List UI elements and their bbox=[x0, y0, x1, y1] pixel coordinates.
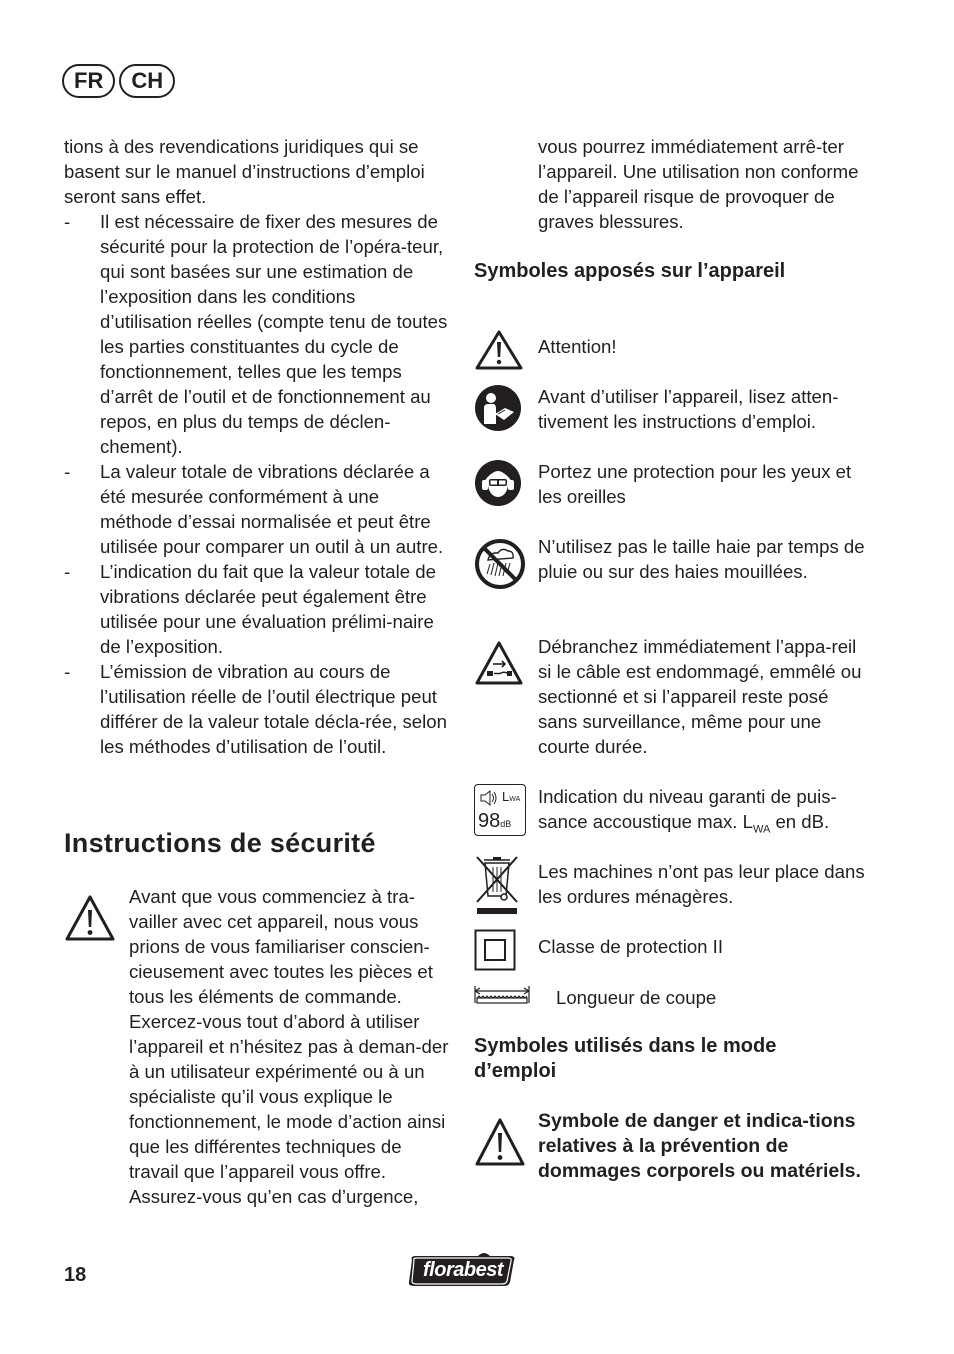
eye-ear-protection-icon bbox=[474, 459, 522, 507]
crossed-bin-icon bbox=[474, 854, 520, 916]
symbol-text-bin: Les machines n’ont pas leur place dans les ordures ménagères. bbox=[538, 861, 865, 907]
symbol-text-read-manual: Avant d’utiliser l’appareil, lisez atten-tivement les instructions d’emploi. bbox=[538, 386, 839, 432]
sound-icon-l: L bbox=[502, 789, 510, 804]
sound-icon-wa: WA bbox=[509, 796, 521, 803]
sound-text-main: Indication du niveau garanti de puis-sance accoustique max. L bbox=[538, 786, 837, 832]
left-column bbox=[64, 134, 448, 759]
sound-text-suffix: en dB. bbox=[770, 811, 830, 832]
warning-triangle-icon bbox=[474, 329, 524, 371]
logo-text: florabest bbox=[423, 1259, 503, 1281]
bullet-text: Il est nécessaire de fixer des mesures de sécurité pour la protection de l’opéra-teur, qui sont basées sur une estimation de l’exposition dans les conditions d’utilisation réelles (compte tenu de toutes les parties constituantes du cycle de fonctionnement, telles que les temps d’arrêt de l’outil et de fonctionnement au repos, en plus du temps de déclen-chement). bbox=[100, 211, 448, 457]
sound-icon-number: 98 bbox=[478, 810, 501, 832]
sound-icon-value bbox=[478, 810, 511, 835]
symbol-text-no-rain: N’utilisez pas le taille haie par temps de pluie ou sur des haies mouillées. bbox=[538, 536, 865, 582]
no-rain-icon bbox=[474, 538, 526, 590]
unplug-warning-icon bbox=[474, 640, 524, 686]
safety-intro: Avant que vous commenciez à tra-vailler avec cet appareil, nous vous prions de vous familiariser conscien-cieusement avec toutes les pièces et tous les éléments de commande. Exercez-vous tout d’abord à utiliser l’appareil et n’hésitez pas à deman-der à un utilisateur expérimenté ou à un spécialiste qu’il vous explique le fonctionnement, le mode d’action ainsi que les différentes techniques de travail que l’appareil vous offre. Assurez-vous qu’en cas d’urgence, bbox=[129, 886, 449, 1207]
sound-power-icon bbox=[474, 784, 526, 836]
symbol-text-class-2: Classe de protection II bbox=[538, 936, 724, 957]
symbol-text-attention: Attention! bbox=[538, 336, 617, 357]
speaker-icon bbox=[480, 790, 498, 806]
florabest-logo bbox=[406, 1252, 518, 1288]
symbol-text-protection: Portez une protection pour les yeux et les oreilles bbox=[538, 461, 852, 507]
symbol-text-sound bbox=[538, 784, 868, 843]
protection-class-2-icon bbox=[474, 929, 516, 971]
warning-triangle-icon bbox=[474, 1117, 526, 1167]
bullet-text: La valeur totale de vibrations déclarée a été mesurée conformément à une méthode d’essai normalisée et peut être utilisée pour comparer un outil à un autre. bbox=[100, 461, 444, 557]
modes-heading: Symboles utilisés dans le mode d’emploi bbox=[474, 1035, 777, 1082]
read-manual-icon bbox=[474, 384, 522, 432]
right-column-continuation: vous pourrez immédiatement arrê-ter l’appareil. Une utilisation non conforme de l’appareil risque de provoquer de graves blessures. bbox=[538, 136, 859, 232]
language-badges bbox=[62, 64, 175, 98]
symbol-text-cutting-length: Longueur de coupe bbox=[556, 987, 717, 1008]
bullet-text: L’émission de vibration au cours de l’utilisation réelle de l’outil électrique peut différer de la valeur totale décla-rée, selon les méthodes d’utilisation de l’outil. bbox=[100, 661, 447, 757]
language-badge-ch: CH bbox=[119, 64, 175, 98]
sound-text-subscript: WA bbox=[752, 823, 771, 836]
list-item bbox=[64, 459, 448, 559]
bullet-dash: - bbox=[64, 561, 71, 582]
list-item bbox=[64, 659, 448, 759]
bullet-text: L’indication du fait que la valeur totale de vibrations déclarée peut également être utilisée pour une évaluation prélimi-naire de l’exposition. bbox=[100, 561, 436, 657]
sound-icon-unit: dB bbox=[500, 819, 512, 829]
warning-triangle-icon bbox=[64, 894, 116, 942]
bullet-dash: - bbox=[64, 661, 71, 682]
list-item bbox=[64, 209, 448, 459]
bullet-dash: - bbox=[64, 461, 71, 482]
symbols-heading: Symboles apposés sur l’appareil bbox=[474, 260, 786, 282]
safety-heading: Instructions de sécurité bbox=[64, 828, 376, 858]
list-item bbox=[64, 559, 448, 659]
danger-text: Symbole de danger et indica-tions relatives à la prévention de dommages corporels ou matériels. bbox=[538, 1110, 861, 1182]
sound-icon-label bbox=[502, 790, 520, 807]
language-badge-fr: FR bbox=[62, 64, 115, 98]
cutting-length-icon bbox=[474, 985, 530, 1007]
intro-paragraph: tions à des revendications juridiques qui se basent sur le manuel d’instructions d’emploi seront sans effet. bbox=[64, 136, 425, 207]
page-number: 18 bbox=[64, 1264, 87, 1286]
symbol-text-unplug: Débranchez immédiatement l’appa-reil si le câble est endommagé, emmêlé ou sectionné et si l’appareil reste posé sans surveillance, même pour une courte durée. bbox=[538, 636, 862, 757]
bullet-dash: - bbox=[64, 211, 71, 232]
